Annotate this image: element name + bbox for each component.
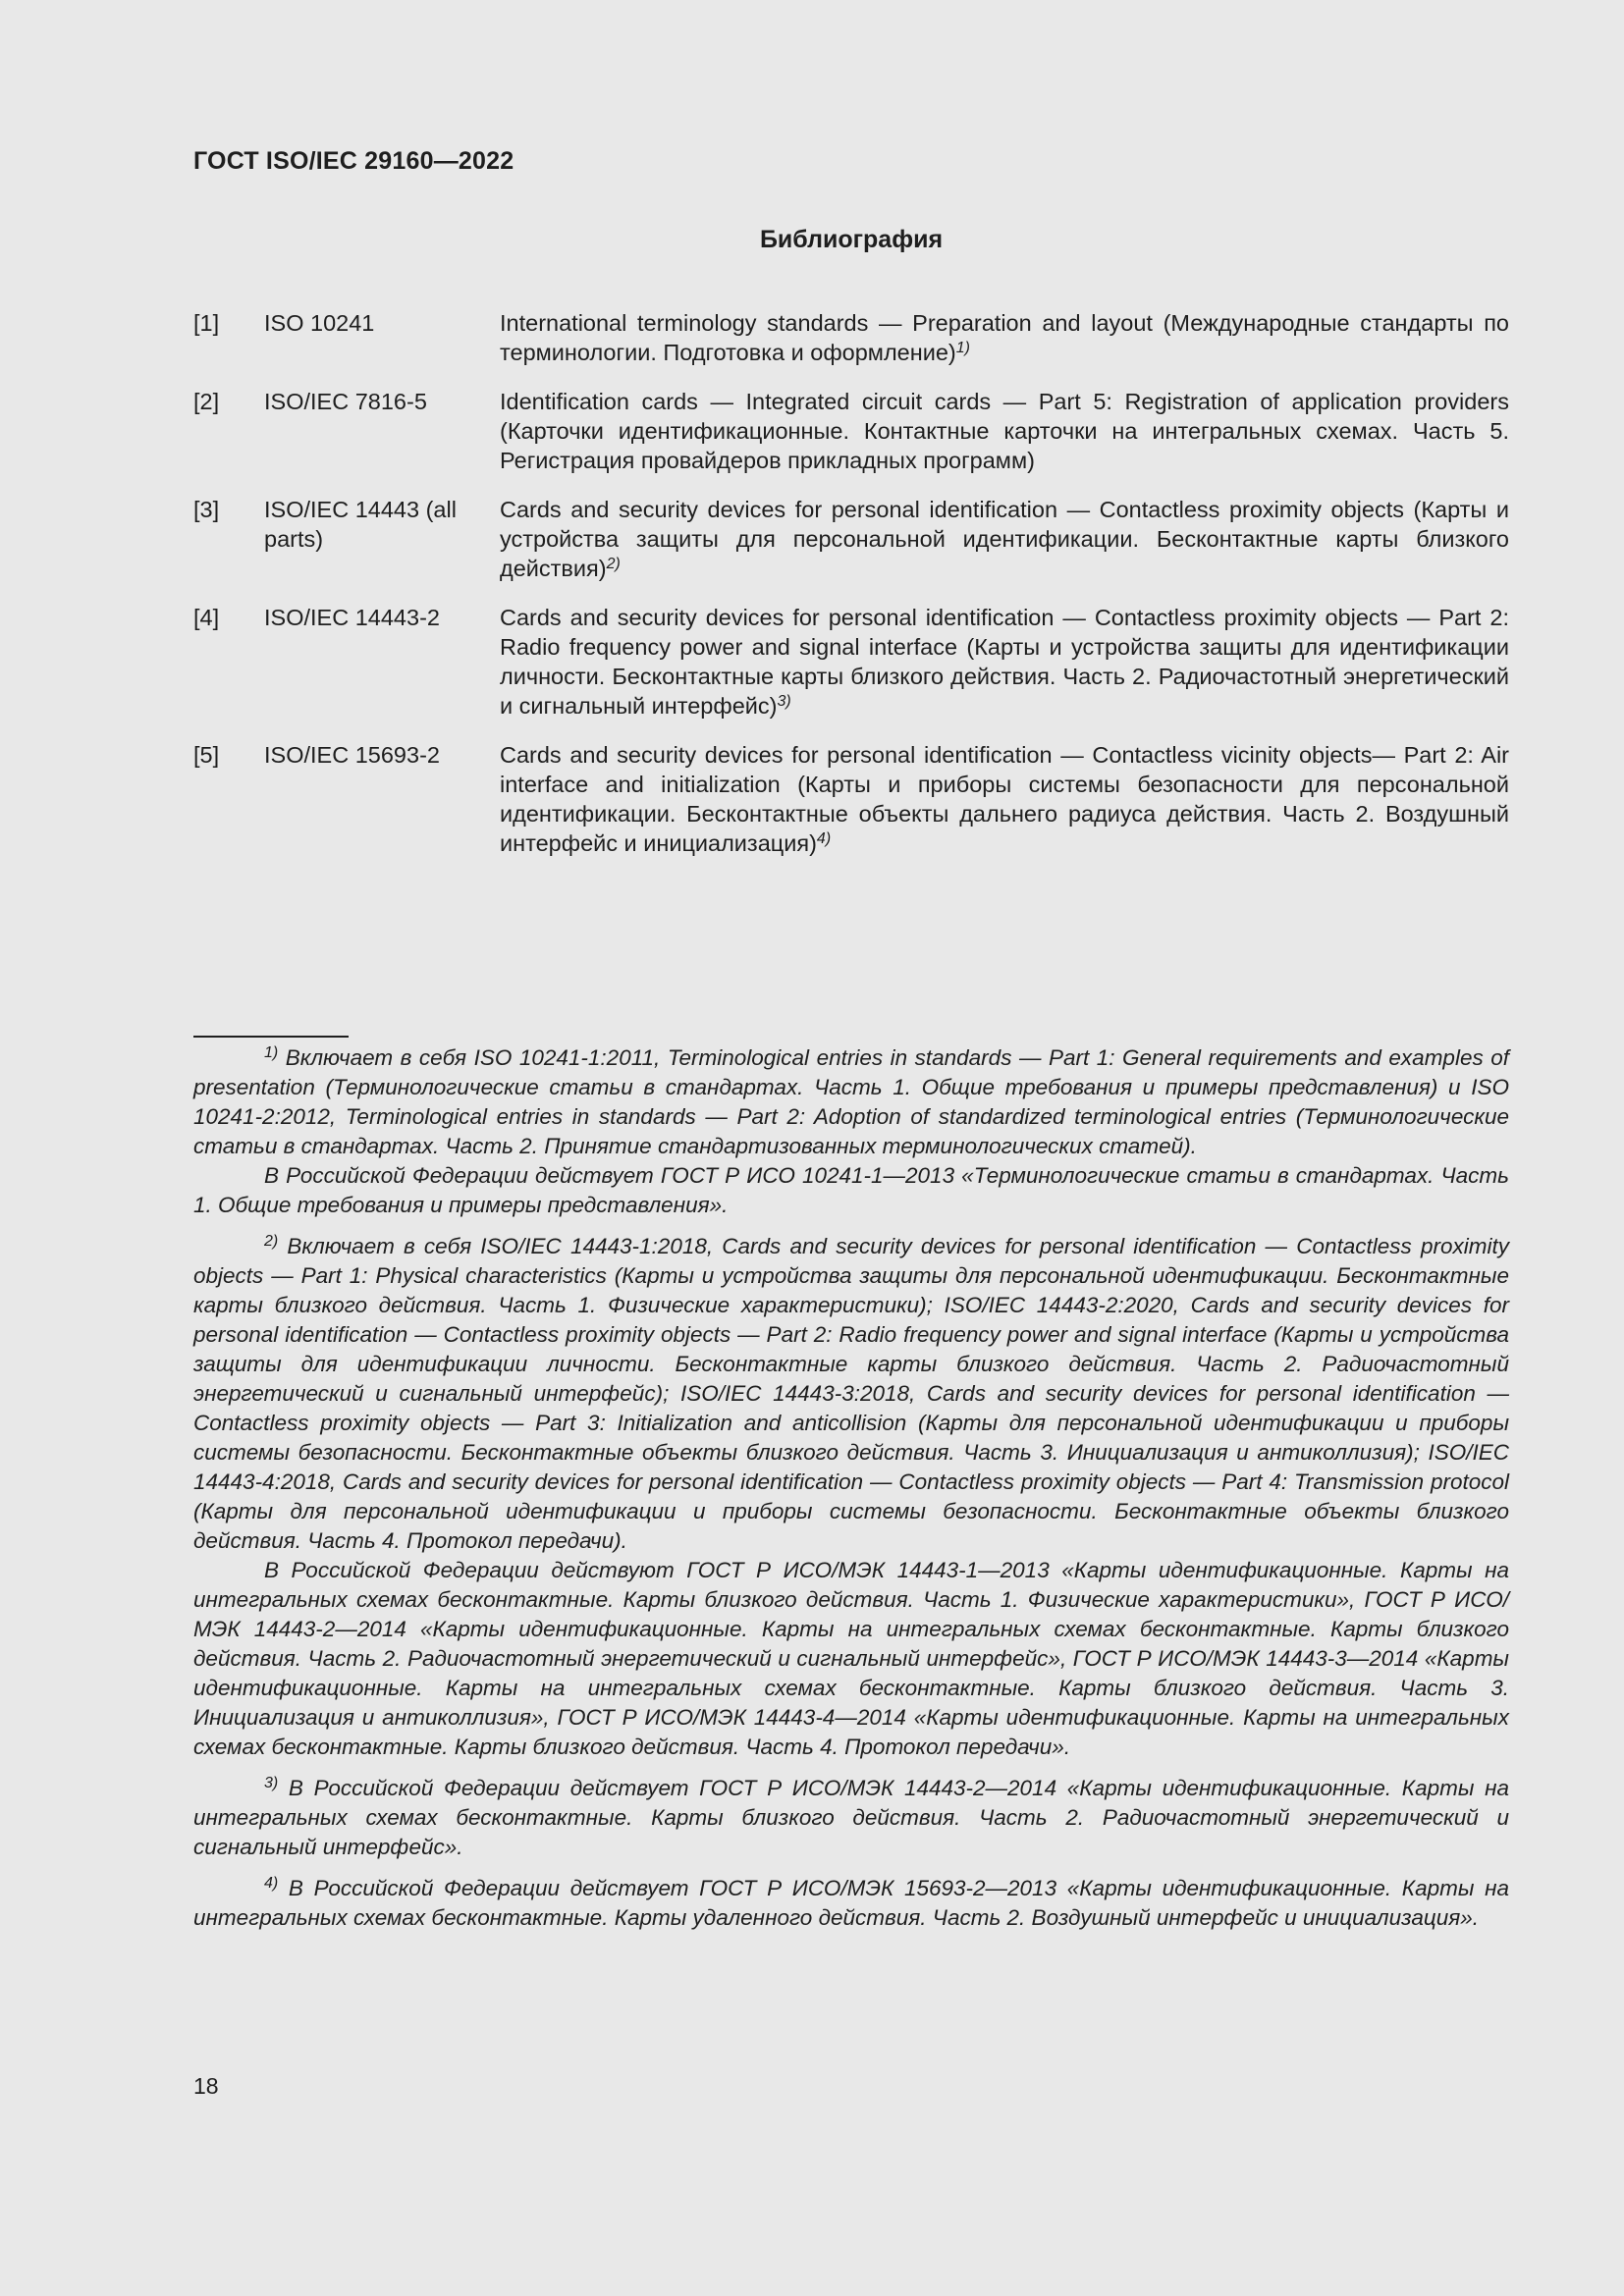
bibliography-entry bbox=[193, 387, 1509, 475]
footnote-2 bbox=[193, 1232, 1509, 1556]
footnote-ref: 3) bbox=[777, 693, 791, 710]
footnote-mark: 4) bbox=[264, 1875, 279, 1892]
bibliography-list bbox=[193, 308, 1509, 878]
bibliography-entry bbox=[193, 740, 1509, 858]
footnote-text: В Российской Федерации действует ГОСТ Р ИСО/МЭК 14443-2—2014 «Карты идентификационные. Карты на интегральных схемах бесконтактные. Карты близкого действия. Часть 2. Радиочастотный энергетический и сигнальный интерфейс». bbox=[193, 1776, 1509, 1859]
entry-number: [1] bbox=[193, 310, 220, 336]
entry-code: ISO/IEC 15693-2 bbox=[264, 742, 440, 768]
footnote-4 bbox=[193, 1874, 1509, 1933]
entry-title-text: Cards and security devices for personal identification — Contactless proximity objects (Карты и устройства защиты для персональной идентификации. Бесконтактные карты близкого действия) bbox=[500, 497, 1509, 581]
page-number: 18 bbox=[193, 2073, 219, 2099]
entry-title bbox=[500, 387, 1509, 475]
entry-code: ISO 10241 bbox=[264, 310, 375, 336]
entry-code: ISO/IEC 14443-2 bbox=[264, 605, 440, 630]
entry-title bbox=[500, 495, 1509, 583]
footnote-text: В Российской Федерации действует ГОСТ Р ИСО/МЭК 15693-2—2013 «Карты идентификационные. Карты на интегральных схемах бесконтактные. Карты удаленного действия. Часть 2. Воздушный интерфейс и инициализация». bbox=[193, 1876, 1509, 1930]
footnote-ref: 4) bbox=[816, 830, 832, 847]
bibliography-entry bbox=[193, 603, 1509, 721]
entry-number: [5] bbox=[193, 742, 220, 768]
entry-title-text: Cards and security devices for personal identification — Contactless vicinity objects— Part 2: Air interface and initialization (Карты и приборы системы безопасности для персональной идентификации. Бесконтактные объекты дальнего радиуса действия. Часть 2. Воздушный интерфейс и инициализация) bbox=[500, 742, 1509, 856]
footnote-mark: 3) bbox=[264, 1775, 279, 1791]
section-title: Библиография bbox=[759, 226, 944, 253]
entry-code: ISO/IEC 14443 (all parts) bbox=[264, 497, 457, 552]
bibliography-entry bbox=[193, 495, 1509, 583]
document-page bbox=[193, 0, 1509, 2296]
entry-title bbox=[500, 308, 1509, 367]
entry-code: ISO/IEC 7816-5 bbox=[264, 389, 427, 414]
entry-title-text: Cards and security devices for personal identification — Contactless proximity objects — Part 2: Radio frequency power and signal interface (Карты и устройства защиты для идентификации личности. Бесконтактные карты близкого действия. Часть 2. Радиочастотный энергетический и сигнальный интерфейс) bbox=[500, 605, 1509, 719]
footnote-mark: 1) bbox=[264, 1044, 279, 1061]
entry-number: [4] bbox=[193, 605, 220, 630]
entry-title-text: Identification cards — Integrated circuit cards — Part 5: Registration of application providers (Карточки идентификационные. Контактные карточки на интегральных схемах. Часть 5. Регистрация провайдеров прикладных программ) bbox=[500, 389, 1509, 473]
footnote-text: Включает в себя ISO 10241-1:2011, Terminological entries in standards — Part 1: General requirements and examples of presentation (Терминологические статьи в стандартах. Часть 1. Общие требования и примеры представления) и ISO 10241-2:2012, Terminological entries in standards — Part 2: Adoption of standardized terminological entries (Терминологические статьи в стандартах. Часть 2. Принятие стандартизованных терминологических статей). bbox=[193, 1045, 1509, 1158]
entry-title bbox=[500, 603, 1509, 721]
entry-title-text: International terminology standards — Preparation and layout (Международные стандарты по терминологии. Подготовка и оформление) bbox=[500, 310, 1509, 365]
footnote-ref: 2) bbox=[606, 556, 621, 572]
footnote-text: Включает в себя ISO/IEC 14443-1:2018, Cards and security devices for personal identification — Contactless proximity objects — Part 1: Physical characteristics (Карты и устройства защиты для персональной идентификации. Бесконтактные карты близкого действия. Часть 1. Физические характеристики); ISO/IEC 14443-2:2020, Cards and security devices for personal identification — Contactless proximity objects — Part 2: Radio frequency power and signal interface (Карты и устройства защиты для идентификации личности. Бесконтактные карты близкого действия. Часть 2. Радиочастотный энергетический и сигнальный интерфейс); ISO/IEC 14443-3:2018, Cards and security devices for personal identification — Contactless proximity objects — Part 3: Initialization and anticollision (Карты для персональной идентификации и приборы системы безопасности. Бесконтактные объекты близкого действия. Часть 3. Инициализация и антиколлизия); ISO/IEC 14443-4:2018, Cards and security devices for personal identification — Contactless proximity objects — Part 4: Transmission protocol (Карты для персональной идентификации и приборы системы безопасности. Бесконтактные объекты близкого действия. Часть 4. Протокол передачи). bbox=[193, 1234, 1509, 1553]
footnote-3 bbox=[193, 1774, 1509, 1862]
entry-title bbox=[500, 740, 1509, 858]
footnote-mark: 2) bbox=[264, 1233, 279, 1250]
entry-number: [2] bbox=[193, 389, 220, 414]
footnotes bbox=[193, 1043, 1509, 1933]
document-header: ГОСТ ISO/IEC 29160—2022 bbox=[193, 147, 514, 175]
bibliography-entry bbox=[193, 308, 1509, 367]
footnote-1 bbox=[193, 1043, 1509, 1161]
footnote-2-rf: В Российской Федерации действуют ГОСТ Р ИСО/МЭК 14443-1—2013 «Карты идентификационные. Карты на интегральных схемах бесконтактные. Карты близкого действия. Часть 1. Физические характеристики», ГОСТ Р ИСО/МЭК 14443-2—2014 «Карты идентификационные. Карты на интегральных схемах бесконтактные. Карты близкого действия. Часть 2. Радиочастотный энергетический и сигнальный интерфейс», ГОСТ Р ИСО/МЭК 14443-3—2014 «Карты идентификационные. Карты на интегральных схемах бесконтактные. Карты близкого действия. Часть 3. Инициализация и антиколлизия», ГОСТ Р ИСО/МЭК 14443-4—2014 «Карты идентификационные. Карты на интегральных схемах бесконтактные. Карты близкого действия. Часть 4. Протокол передачи». bbox=[193, 1558, 1509, 1759]
entry-number: [3] bbox=[193, 497, 220, 522]
footnote-ref: 1) bbox=[955, 340, 970, 356]
footnote-separator bbox=[193, 1036, 349, 1038]
footnote-1-rf: В Российской Федерации действует ГОСТ Р ИСО 10241-1—2013 «Терминологические статьи в стандартах. Часть 1. Общие требования и примеры представления». bbox=[193, 1163, 1509, 1217]
